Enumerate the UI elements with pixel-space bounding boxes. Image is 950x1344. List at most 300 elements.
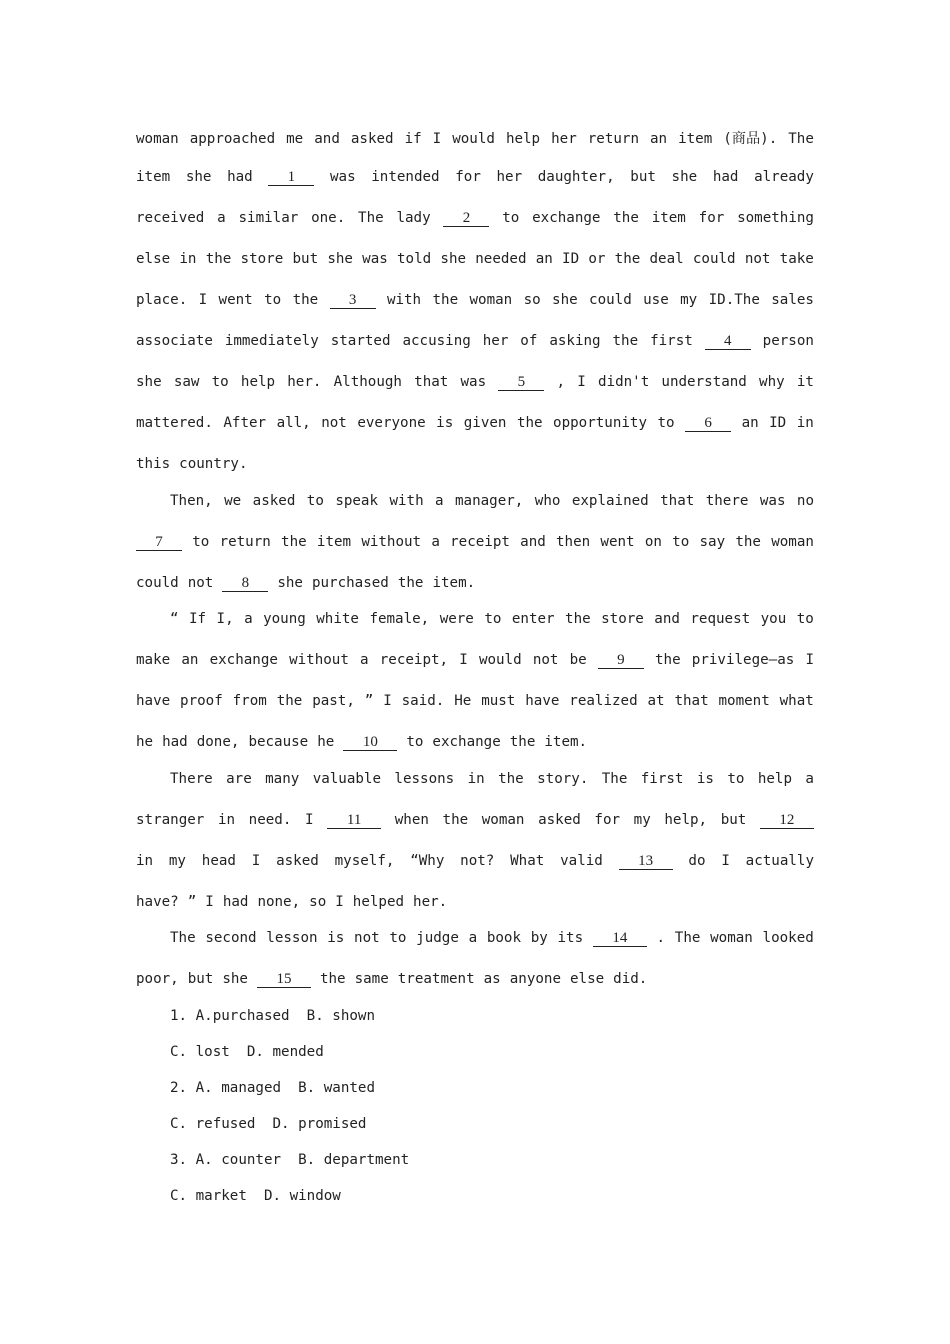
word: had — [712, 169, 739, 185]
word: at — [647, 693, 665, 709]
word: say — [699, 534, 726, 550]
word: me — [286, 131, 304, 147]
word: I — [432, 131, 442, 147]
blank-7: 7 — [136, 535, 182, 551]
word: but — [292, 251, 319, 267]
word: I, — [216, 611, 234, 627]
word: to — [192, 534, 210, 550]
word: the — [292, 292, 319, 308]
word: asked — [252, 493, 296, 509]
passage-line — [170, 771, 814, 787]
word: The — [358, 210, 384, 226]
word: exchange — [532, 210, 601, 226]
word: woman — [771, 534, 814, 550]
passage-line — [136, 292, 814, 309]
word: the — [397, 575, 424, 591]
word: her — [496, 169, 523, 185]
word: the — [565, 611, 591, 627]
word: the — [655, 652, 681, 668]
word: actually — [745, 853, 814, 869]
word: from — [232, 693, 267, 709]
word: store — [601, 611, 644, 627]
word: the — [614, 251, 641, 267]
word: The — [788, 131, 814, 147]
word: the — [509, 734, 536, 750]
word: is — [327, 930, 345, 946]
word: privilege—as — [691, 652, 795, 668]
word: didn't — [597, 374, 650, 390]
word: the — [205, 251, 232, 267]
word: myself, — [334, 853, 395, 869]
word: to — [406, 734, 424, 750]
word: if — [404, 131, 422, 147]
word: to — [502, 210, 520, 226]
word: intended — [371, 169, 440, 185]
word: she — [552, 292, 578, 308]
word: associate — [136, 333, 213, 349]
word: had — [222, 894, 249, 910]
word: so — [523, 292, 541, 308]
word: everyone — [357, 415, 426, 431]
word: in — [179, 251, 197, 267]
word: why — [759, 374, 785, 390]
passage-line — [136, 894, 814, 910]
word: as — [483, 971, 501, 987]
word: went — [218, 292, 253, 308]
word: a — [217, 210, 226, 226]
word: but — [720, 812, 747, 828]
word: this — [136, 456, 171, 472]
word: book — [486, 930, 521, 946]
word: to — [727, 771, 745, 787]
word: a — [435, 493, 444, 509]
word: was — [460, 374, 487, 390]
word: to — [484, 611, 502, 627]
word: woman — [710, 930, 753, 946]
word: given — [463, 415, 507, 431]
word: he — [136, 734, 154, 750]
option-line: 3. A. counter B. department — [170, 1152, 410, 1168]
word: manager, — [455, 493, 524, 509]
word: her — [482, 333, 509, 349]
word: Then, — [170, 493, 213, 509]
word: did. — [613, 971, 648, 987]
word: I — [335, 894, 344, 910]
word: He — [454, 693, 472, 709]
word: item. — [432, 575, 476, 591]
word: with — [386, 292, 422, 308]
word: the — [516, 415, 543, 431]
blank-2: 2 — [443, 211, 489, 227]
word: I — [251, 853, 261, 869]
passage-line — [136, 128, 814, 148]
word: item — [678, 131, 713, 147]
word: asked — [538, 812, 581, 828]
word: take — [779, 251, 814, 267]
option-line: 2. A. managed B. wanted — [170, 1080, 375, 1096]
word: or — [588, 251, 606, 267]
word: treatment — [397, 971, 475, 987]
word: receipt, — [379, 652, 449, 668]
word: be — [569, 652, 587, 668]
word: valuable — [312, 771, 382, 787]
word: first — [640, 771, 684, 787]
word: past, — [312, 693, 355, 709]
word: ” — [364, 693, 374, 709]
word: the — [498, 771, 524, 787]
word: in — [467, 771, 485, 787]
word: country. — [179, 456, 248, 472]
word: The — [601, 771, 628, 787]
word: her — [551, 131, 577, 147]
word: the — [432, 292, 459, 308]
word: item — [136, 169, 171, 185]
word: with — [389, 493, 424, 509]
word: there — [705, 493, 749, 509]
word: person — [762, 333, 814, 349]
word: went — [600, 534, 635, 550]
word: I — [577, 374, 586, 390]
word: else — [136, 251, 171, 267]
word: young — [263, 611, 306, 627]
word: realized — [569, 693, 638, 709]
word: in — [217, 812, 236, 828]
word: I — [383, 693, 392, 709]
word: he — [317, 734, 335, 750]
word: a — [431, 534, 440, 550]
blank-12: 12 — [760, 813, 814, 829]
word: “Why — [410, 853, 445, 869]
blank-8: 8 — [222, 576, 268, 592]
word: woman — [481, 812, 525, 828]
word: have — [136, 693, 171, 709]
passage-line — [136, 169, 814, 186]
word: done, — [196, 734, 240, 750]
word: a — [360, 652, 369, 668]
word: a — [468, 930, 478, 946]
blank-13: 13 — [619, 854, 673, 870]
word: the — [735, 534, 761, 550]
word: something — [737, 210, 814, 226]
blank-3: 3 — [330, 293, 376, 309]
word: my — [680, 292, 698, 308]
word: head — [201, 853, 236, 869]
word: “ — [170, 611, 179, 627]
word: had — [162, 734, 188, 750]
word: are — [226, 771, 252, 787]
word: woman — [469, 292, 513, 308]
word: so — [309, 894, 327, 910]
word: else — [569, 971, 605, 987]
word: is — [436, 415, 454, 431]
word: the — [319, 971, 346, 987]
word: help — [505, 131, 541, 147]
word: you — [760, 611, 787, 627]
word: help — [240, 374, 276, 390]
word: lady — [396, 210, 431, 226]
word: the — [442, 812, 469, 828]
word: accusing — [402, 333, 471, 349]
word: looked — [762, 930, 814, 946]
option-line: C. refused D. promised — [170, 1116, 367, 1132]
word: who — [534, 493, 561, 509]
word: would — [478, 652, 522, 668]
word: not? — [460, 853, 495, 869]
option-line: C. market D. window — [170, 1188, 341, 1204]
word: was — [362, 251, 388, 267]
word: female, — [369, 611, 430, 627]
word: said. — [401, 693, 445, 709]
word: I — [205, 894, 214, 910]
word: to — [264, 292, 282, 308]
word: an — [181, 652, 199, 668]
word: she — [277, 575, 303, 591]
word: speak — [335, 493, 379, 509]
word: asked — [350, 131, 394, 147]
word: her. — [287, 374, 322, 390]
passage-line — [136, 333, 814, 350]
word: that — [660, 493, 695, 509]
word: to — [796, 611, 814, 627]
word: asking — [549, 333, 601, 349]
passage-line — [136, 812, 814, 829]
word: its — [557, 930, 584, 946]
word: the — [276, 693, 303, 709]
word: she — [671, 169, 698, 185]
word: then — [556, 534, 591, 550]
word: but — [630, 169, 656, 185]
word: valid — [560, 853, 603, 869]
word: woman — [136, 131, 179, 147]
word: I — [721, 853, 730, 869]
blank-14: 14 — [593, 931, 647, 947]
word: her. — [413, 894, 448, 910]
word: must — [481, 693, 516, 709]
word: ID — [562, 251, 580, 267]
word: not — [532, 652, 559, 668]
word: helped — [352, 894, 405, 910]
passage-line — [170, 930, 814, 947]
word: she — [222, 971, 248, 987]
word: for — [455, 169, 481, 185]
word: on — [644, 534, 662, 550]
word: ID.The — [708, 292, 760, 308]
word: my — [633, 812, 651, 828]
word: make — [136, 652, 171, 668]
word: she — [440, 251, 467, 267]
word: I — [198, 292, 208, 308]
word: first — [650, 333, 693, 349]
word: proof — [180, 693, 223, 709]
word: use — [643, 292, 669, 308]
word: and — [654, 611, 680, 627]
word: she — [185, 169, 212, 185]
word: help, — [664, 812, 708, 828]
blank-11: 11 — [327, 813, 381, 829]
word: we — [224, 493, 242, 509]
word: approached — [189, 131, 276, 147]
blank-15: 15 — [257, 972, 311, 988]
word: my — [168, 853, 186, 869]
passage-line — [170, 493, 814, 509]
word: exchange — [209, 652, 278, 668]
option-line: C. lost D. mended — [170, 1044, 324, 1060]
word: to — [389, 930, 407, 946]
word: I — [459, 652, 468, 668]
word: lessons — [394, 771, 455, 787]
word: received — [136, 210, 205, 226]
word: in — [796, 415, 814, 431]
passage-line — [136, 693, 814, 709]
word: what — [779, 693, 814, 709]
word: because — [248, 734, 309, 750]
word: return — [219, 534, 271, 550]
word: request — [690, 611, 751, 627]
passage-line — [136, 575, 814, 592]
word: I — [805, 652, 814, 668]
word: The — [170, 930, 196, 946]
word: understand — [661, 374, 747, 390]
word: already — [754, 169, 814, 185]
word: return — [587, 131, 639, 147]
word: have — [525, 693, 560, 709]
word: . — [656, 930, 666, 946]
word: ” — [187, 894, 197, 910]
word: white — [316, 611, 359, 627]
word: place. — [136, 292, 188, 308]
blank-10: 10 — [343, 735, 397, 751]
word: could — [589, 292, 632, 308]
word: without — [289, 652, 349, 668]
passage-line — [136, 251, 814, 267]
word: I — [304, 812, 314, 828]
word: the — [281, 534, 307, 550]
word: by — [530, 930, 548, 946]
word: exchange — [432, 734, 501, 750]
passage-line — [136, 456, 814, 472]
word: daughter, — [537, 169, 615, 185]
word: the — [612, 333, 639, 349]
word: for — [698, 210, 725, 226]
word: receipt — [450, 534, 510, 550]
word: , — [556, 374, 566, 390]
passage-line — [136, 971, 814, 988]
word: immediately — [224, 333, 319, 349]
passage-line — [136, 374, 814, 391]
word: poor, — [136, 971, 179, 987]
word: could — [692, 251, 736, 267]
word: asked — [276, 853, 319, 869]
passage-line — [136, 415, 814, 432]
word: Although — [333, 374, 402, 390]
word: not — [321, 415, 347, 431]
word: similar — [238, 210, 299, 226]
word: item — [651, 210, 686, 226]
word: would — [452, 131, 495, 147]
word: The — [674, 930, 701, 946]
word: is — [696, 771, 714, 787]
word: What — [510, 853, 545, 869]
blank-5: 5 — [498, 375, 544, 391]
blank-1: 1 — [268, 170, 314, 186]
word: but — [187, 971, 214, 987]
word: opportunity — [553, 415, 648, 431]
word: If — [189, 611, 207, 627]
word: ID — [769, 415, 787, 431]
word: a — [805, 771, 814, 787]
word: an — [535, 251, 553, 267]
word: an — [741, 415, 759, 431]
word: not — [744, 251, 771, 267]
word: explained — [571, 493, 649, 509]
word: lesson — [266, 930, 318, 946]
word: After — [223, 415, 267, 431]
word: saw — [173, 374, 200, 390]
word: not — [354, 930, 380, 946]
word: one. — [311, 210, 346, 226]
word: it — [796, 374, 814, 390]
passage-line — [136, 210, 814, 227]
word: purchased — [311, 575, 389, 591]
blank-6: 6 — [685, 416, 731, 432]
word: none, — [257, 894, 301, 910]
word: to — [657, 415, 675, 431]
word: sales — [771, 292, 814, 308]
word: started — [330, 333, 391, 349]
word: no — [796, 493, 814, 509]
option-line: 1. A.purchased B. shown — [170, 1008, 375, 1024]
word: to — [306, 493, 324, 509]
word: item. — [544, 734, 588, 750]
word: for — [594, 812, 621, 828]
word: story. — [537, 771, 589, 787]
word: and — [520, 534, 546, 550]
word: stranger — [136, 812, 205, 828]
word: There — [170, 771, 213, 787]
word: that — [414, 374, 449, 390]
word: could — [136, 575, 179, 591]
word: same — [354, 971, 389, 987]
passage-line — [136, 534, 814, 551]
word: needed — [475, 251, 527, 267]
passage-line — [136, 652, 814, 669]
word: enter — [511, 611, 555, 627]
blank-9: 9 — [598, 653, 644, 669]
word: when — [394, 812, 429, 828]
word: she — [136, 374, 162, 390]
word: store — [240, 251, 284, 267]
word: to — [672, 534, 690, 550]
word: was — [329, 169, 356, 185]
word: that — [674, 693, 709, 709]
word: were — [439, 611, 474, 627]
word: help — [757, 771, 793, 787]
word: of — [520, 333, 538, 349]
blank-4: 4 — [705, 334, 751, 350]
word: not — [187, 575, 214, 591]
word: in — [136, 853, 154, 869]
word: she — [327, 251, 353, 267]
word: the — [613, 210, 639, 226]
word: to — [211, 374, 229, 390]
word: and — [314, 131, 340, 147]
word: mattered. — [136, 415, 213, 431]
word: moment — [718, 693, 770, 709]
passage-line — [170, 611, 814, 627]
word: told — [397, 251, 432, 267]
passage-line — [136, 853, 814, 870]
word: need. — [248, 812, 292, 828]
